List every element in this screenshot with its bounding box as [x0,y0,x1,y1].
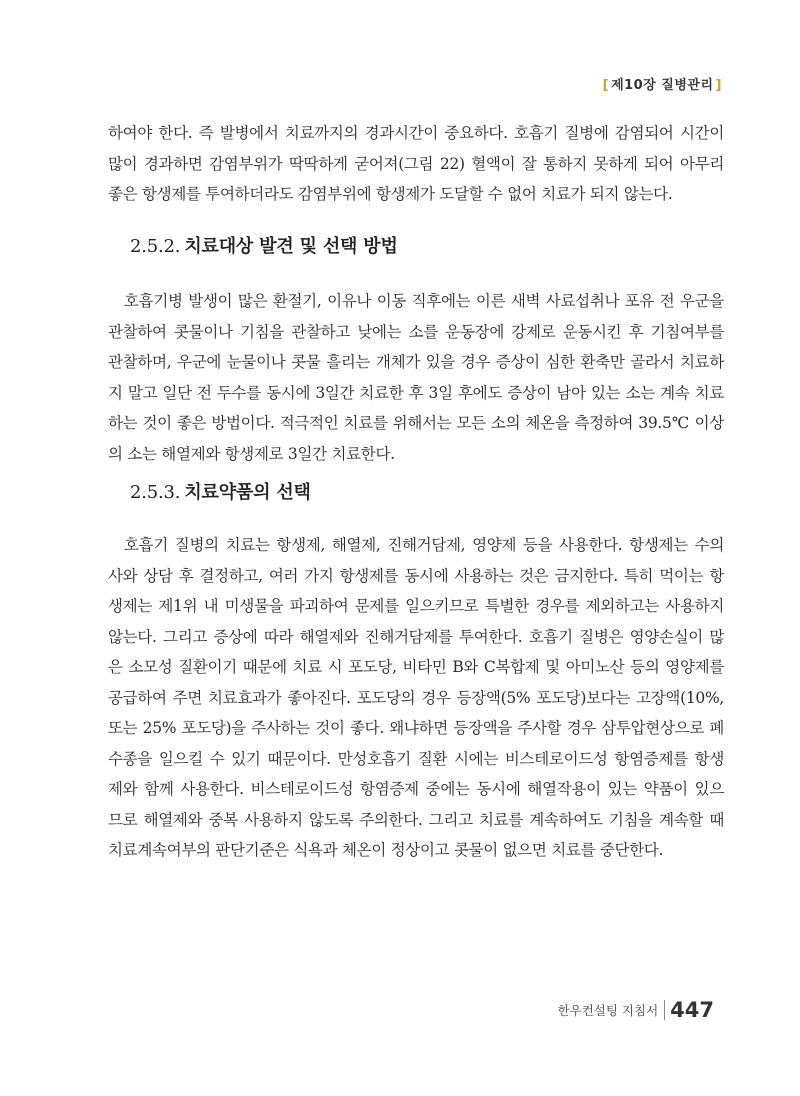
text-line: 의 소는 해열제와 항생제로 3일간 치료한다. [108,444,395,463]
bracket-open: [ [602,78,610,93]
footer-divider [664,1000,665,1020]
section-title: 치료대상 발견 및 선택 방법 [184,236,398,257]
text-line: 사와 상담 후 결정하고, 여러 가지 항생제를 동시에 사용하는 것은 금지한다. 특히 먹이는 항 [108,566,724,585]
text-line: 호흡기 질병의 치료는 항생제, 해열제, 진해거담제, 영양제 등을 사용한다. 항생제는 수의 [124,536,724,554]
paragraph-body [108,118,724,210]
section-number: 2.5.2. [130,236,181,257]
chapter-title: 제10장 질병관리 [611,78,714,93]
paragraph-body [108,286,724,469]
text-line: 좋은 항생제를 투여하더라도 감염부위에 항생제가 도달할 수 없어 치료가 되지 않는다. [108,185,673,203]
section-number: 2.5.3. [130,482,181,503]
text-line: 생제는 제1위 내 미생물을 파괴하여 문제를 일으키므로 특별한 경우를 제외하고는 사용하지 [108,597,724,615]
page-footer [558,998,714,1022]
book-title: 한우컨설팅 지침서 [557,1003,659,1018]
paragraph-body [108,530,724,866]
text-line: 제와 함께 사용한다. 비스테로이드성 항염증제 중에는 동시에 해열작용이 있는 약품이 있으 [108,780,724,798]
chapter-header [601,74,724,93]
text-line: 수종을 일으킬 수 있기 때문이다. 만성호흡기 질환 시에는 비스테로이드성 항염증제를 항생 [108,749,724,768]
text-line: 은 소모성 질환이기 때문에 치료 시 포도당, 비타민 B와 C복합제 및 아미노산 등의 영양제를 [108,658,724,676]
text-line: 호흡기병 발생이 많은 환절기, 이유나 이동 직후에는 이른 새벽 사료섭취나 포유 전 우군을 [124,292,724,310]
section-heading-2-5-3 [130,478,311,504]
text-line: 않는다. 그리고 증상에 따라 해열제와 진해거담제를 투여한다. 호흡기 질병은 영양손실이 많 [108,627,724,646]
section-title: 치료약품의 선택 [184,482,311,503]
text-line: 하여야 한다. 즉 발병에서 치료까지의 경과시간이 중요하다. 호흡기 질병에 감염되어 시간이 [108,124,724,142]
section-2-5-2-body [108,286,724,469]
text-line: 관찰하여 콧물이나 기침을 관찰하고 낮에는 소를 운동장에 강제로 운동시킨 후 기침여부를 [108,322,724,341]
bracket-close: ] [715,78,722,93]
text-line: 또는 25% 포도당)을 주사하는 것이 좋다. 왜냐하면 등장액을 주사할 경우 삼투압현상으로 폐 [108,719,724,737]
section-2-5-3-body [108,530,724,866]
section-heading-2-5-2 [130,232,398,258]
text-line: 므로 해열제와 중복 사용하지 않도록 주의한다. 그리고 치료를 계속하여도 기침을 계속할 때 [108,810,724,829]
text-line: 치료계속여부의 판단기준은 식욕과 체온이 정상이고 콧물이 없으면 치료를 중단한다. [108,841,664,859]
text-line: 지 말고 일단 전 두수를 동시에 3일간 치료한 후 3일 후에도 증상이 남아 있는 소는 계속 치료 [108,383,724,402]
text-line: 많이 경과하면 감염부위가 딱딱하게 굳어져(그림 22) 혈액이 잘 통하지 못하게 되어 아무리 [108,154,724,173]
text-line: 관찰하며, 우군에 눈물이나 콧물 흘리는 개체가 있을 경우 증상이 심한 환축만 골라서 치료하 [108,353,724,371]
text-line: 공급하여 주면 치료효과가 좋아진다. 포도당의 경우 등장액(5% 포도당)보다는 고장액(10%, [108,688,724,707]
intro-paragraph [108,118,724,210]
page-number: 447 [670,998,714,1022]
text-line: 하는 것이 좋은 방법이다. 적극적인 치료를 위해서는 모든 소의 체온을 측정하여 39.5℃ 이상 [108,414,724,432]
